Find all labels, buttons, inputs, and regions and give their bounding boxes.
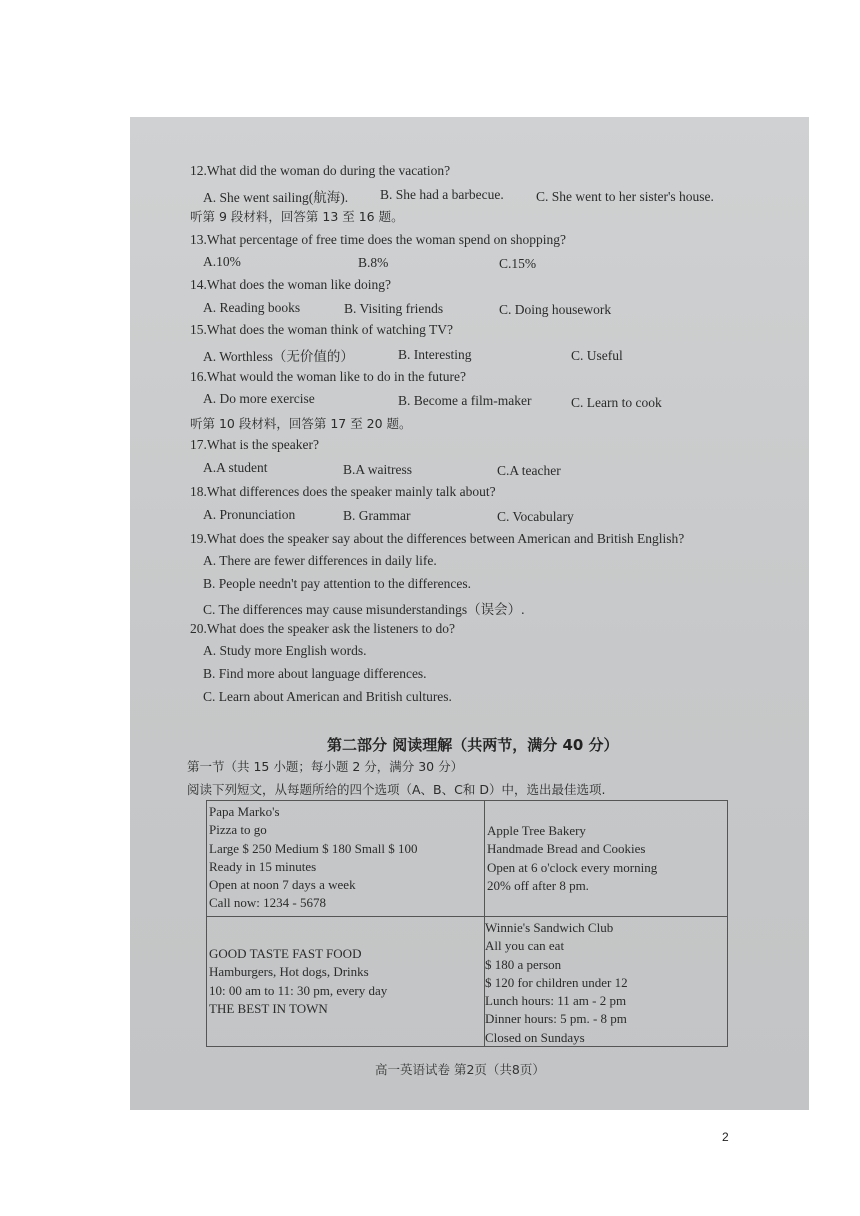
ad-winnies-sandwich-club [485,919,628,1047]
ad-line: Call now: 1234 - 5678 [209,895,326,911]
ad-line: Papa Marko's [209,804,280,819]
q14-option-a: A. Reading books [203,300,301,315]
q20-option-a: A. Study more English words. [203,643,367,658]
q20-option-b: B. Find more about language differences. [203,666,427,681]
ad-line: $ 120 for children under 12 [485,974,628,990]
q18-option-a: A. Pronunciation [203,507,296,522]
ad-line: 20% off after 8 pm. [487,877,589,893]
ad-line: Winnie's Sandwich Club [485,920,614,935]
ad-line: Closed on Sundays [485,1029,585,1045]
ad-line: Apple Tree Bakery [487,823,586,838]
question-17: 17.What is the speaker? [190,437,319,452]
q12-option-a: A. She went sailing(航海). [203,190,349,205]
q12-option-b: B. She had a barbecue. [380,187,504,202]
ad-good-taste-fast-food [209,945,387,1018]
q13-option-a: A.10% [203,254,241,269]
part-2-title: 第二部分 阅读理解（共两节，满分 40 分） [327,736,619,754]
page-number: 2 [722,1130,729,1144]
ad-line: Lunch hours: 11 am - 2 pm [485,993,627,1009]
question-13: 13.What percentage of free time does the woman spend on shopping? [190,232,567,247]
q13-option-b: B.8% [358,255,389,270]
q16-option-a: A. Do more exercise [203,391,315,406]
q17-option-c: C.A teacher [497,463,561,478]
passage-10-instruction: 听第 10 段材料，回答第 17 至 20 题。 [190,416,412,431]
q18-option-c: C. Vocabulary [497,509,574,524]
q19-option-c: C. The differences may cause misunderstandings（误会）. [203,602,525,617]
q17-option-b: B.A waitress [343,462,412,477]
ad-line: Dinner hours: 5 pm. - 8 pm [485,1011,627,1027]
q19-option-a: A. There are fewer differences in daily life. [203,553,437,568]
reading-instruction: 阅读下列短文，从每题所给的四个选项（A、B、C和 D）中，选出最佳选项. [187,782,606,797]
ad-line: THE BEST IN TOWN [209,1000,328,1016]
q15-option-b: B. Interesting [398,347,472,362]
q16-option-c: C. Learn to cook [571,395,662,410]
ad-apple-tree-bakery [487,822,657,895]
q18-option-b: B. Grammar [343,508,411,523]
q17-option-a: A.A student [203,460,268,475]
question-14: 14.What does the woman like doing? [190,277,391,292]
advertisement-table [206,800,728,1047]
page-footer: 高一英语试卷 第2页（共8页） [375,1062,545,1077]
ad-line: 10: 00 am to 11: 30 pm, every day [209,982,388,998]
q13-option-c: C.15% [499,256,537,271]
q16-option-b: B. Become a film-maker [398,393,532,408]
question-20: 20.What does the speaker ask the listeners to do? [190,621,456,636]
question-16: 16.What would the woman like to do in the future? [190,369,466,384]
question-18: 18.What differences does the speaker mainly talk about? [190,484,496,499]
question-15: 15.What does the woman think of watching TV? [190,322,453,337]
q14-option-c: C. Doing housework [499,302,612,317]
q14-option-b: B. Visiting friends [344,301,444,316]
ad-line: $ 180 a person [485,956,562,972]
q12-option-c: C. She went to her sister's house. [536,189,714,204]
ad-line: GOOD TASTE FAST FOOD [209,946,362,961]
q15-option-a: A. Worthless（无价值的） [203,349,354,364]
q19-option-b: B. People needn't pay attention to the differences. [203,576,471,591]
ad-line: Open at noon 7 days a week [209,877,356,893]
passage-9-instruction: 听第 9 段材料，回答第 13 至 16 题。 [190,209,404,224]
ad-line: Open at 6 o'clock every morning [487,859,658,875]
ad-line: Handmade Bread and Cookies [487,841,646,857]
section-1-info: 第一节（共 15 小题；每小题 2 分，满分 30 分） [187,759,464,774]
ad-line: Ready in 15 minutes [209,858,317,874]
table-divider-horizontal [207,916,727,917]
q20-option-c: C. Learn about American and British cultures. [203,689,452,704]
ad-line: Pizza to go [209,822,267,838]
ad-papa-markos [209,803,417,913]
q15-option-c: C. Useful [571,348,623,363]
ad-line: Large $ 250 Medium $ 180 Small $ 100 [209,840,418,856]
ad-line: Hamburgers, Hot dogs, Drinks [209,964,369,980]
question-12: 12.What did the woman do during the vacation? [190,163,451,178]
ad-line: All you can eat [485,938,565,954]
question-19: 19.What does the speaker say about the differences between American and British English? [190,531,685,546]
